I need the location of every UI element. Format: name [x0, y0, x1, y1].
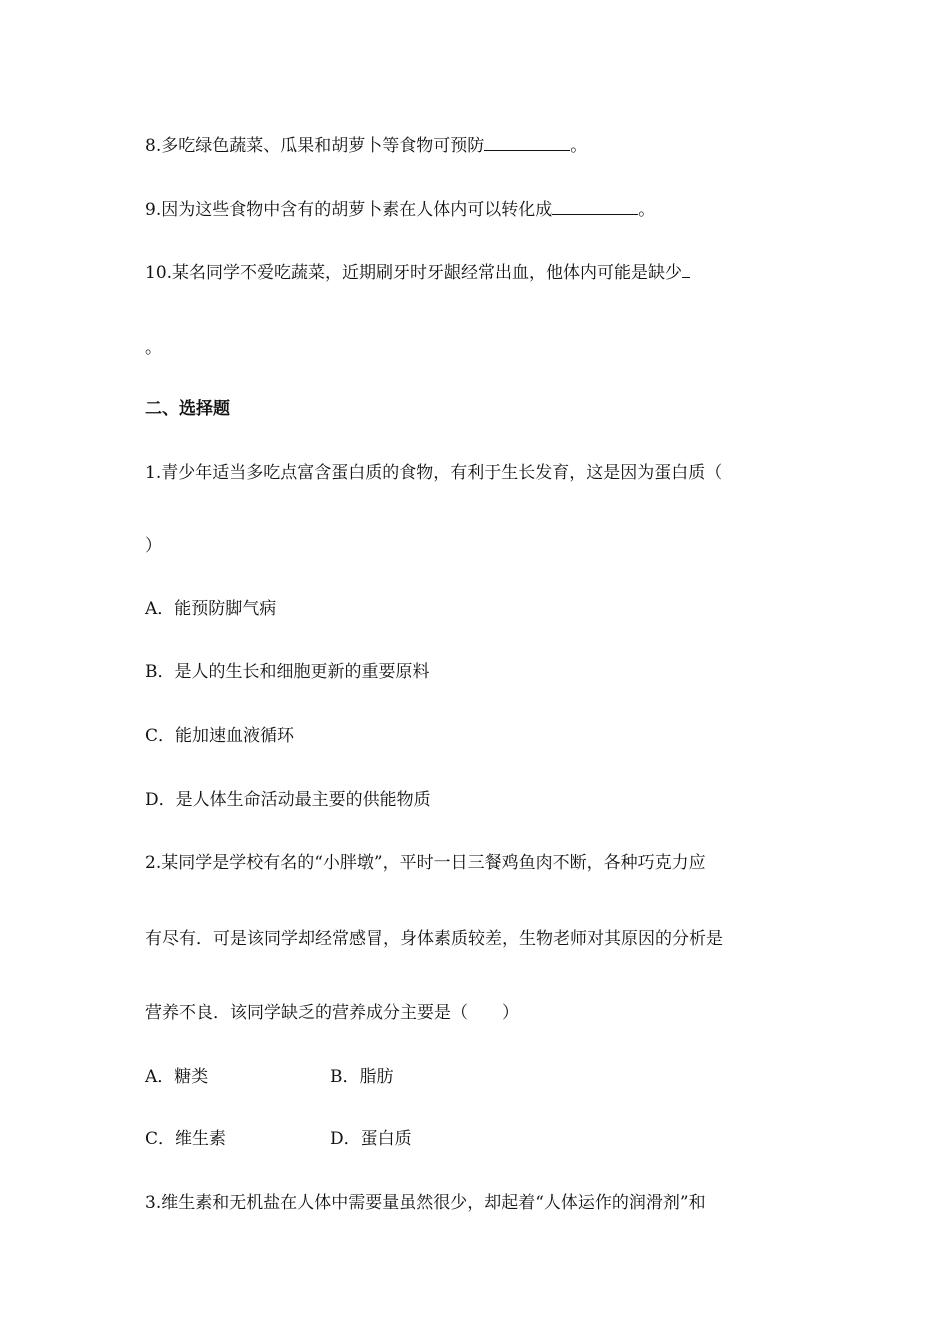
question-8-end: 。	[570, 136, 588, 156]
answer-blank	[484, 132, 570, 151]
answer-blank	[682, 259, 690, 278]
question-2-options-row-1	[145, 1065, 545, 1089]
question-10	[145, 259, 690, 285]
question-2-option-b: B．脂肪	[330, 1067, 394, 1087]
question-9-end: 。	[638, 200, 656, 220]
question-2-option-d: D．蛋白质	[330, 1129, 412, 1149]
question-10-end: 。	[145, 338, 162, 358]
section-title: 二、选择题	[145, 399, 230, 419]
question-9-text: 9.因为这些食物中含有的胡萝卜素在人体内可以转化成	[145, 200, 553, 220]
question-9	[145, 196, 655, 222]
question-3-line-1: 3.维生素和无机盐在人体中需要量虽然很少，却起着“人体运作的润滑剂”和	[145, 1193, 706, 1213]
question-8-text: 8.多吃绿色蔬菜、瓜果和胡萝卜等食物可预防	[145, 136, 485, 156]
question-2-option-a: A．糖类	[145, 1067, 209, 1087]
question-2-line-2: 有尽有．可是该同学却经常感冒，身体素质较差，生物老师对其原因的分析是	[145, 929, 723, 949]
question-10-text: 10.某名同学不爱吃蔬菜，近期刷牙时牙龈经常出血，他体内可能是缺少	[145, 263, 683, 283]
question-1-option-a: A．能预防脚气病	[145, 599, 277, 619]
question-1-option-c: C．能加速血液循环	[145, 726, 295, 746]
question-1-option-d: D．是人体生命活动最主要的供能物质	[145, 790, 431, 810]
question-8	[145, 132, 587, 158]
question-2-options-row-2	[145, 1127, 545, 1151]
question-1-line-1: 1.青少年适当多吃点富含蛋白质的食物，有利于生长发育，这是因为蛋白质（	[145, 463, 723, 483]
answer-blank	[552, 196, 638, 215]
question-2-line-3: 营养不良．该同学缺乏的营养成分主要是（ ）	[145, 1003, 519, 1023]
question-1-line-2: ）	[145, 536, 162, 556]
question-2-line-1: 2.某同学是学校有名的“小胖墩”，平时一日三餐鸡鱼肉不断，各种巧克力应	[145, 853, 706, 873]
question-2-option-c: C．维生素	[145, 1129, 227, 1149]
question-1-option-b: B．是人的生长和细胞更新的重要原料	[145, 662, 430, 682]
